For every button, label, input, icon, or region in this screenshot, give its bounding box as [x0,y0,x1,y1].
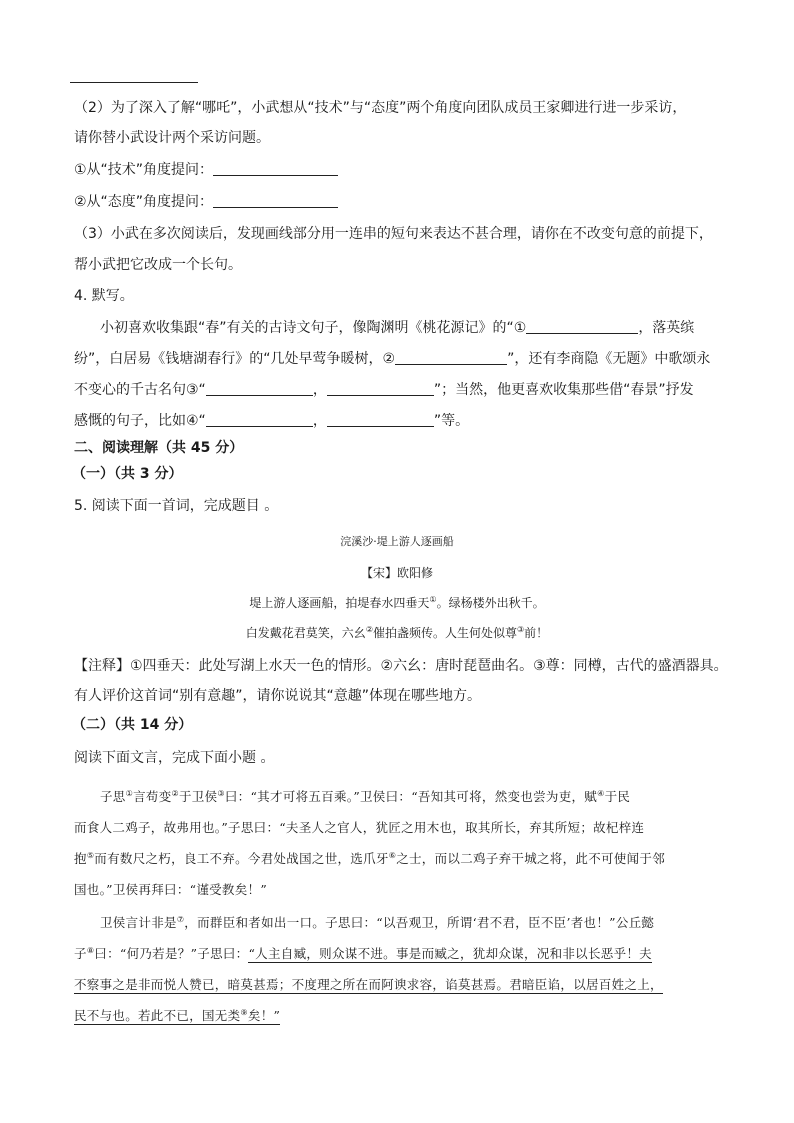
q4-line3 [74,380,694,400]
q4-text: ，落英缤 [638,320,695,336]
q4-text: ， [312,413,327,429]
poem-notes: 【注释】①四垂天：此处写湖上水天一色的情形。②六幺：唐时琵琶曲名。③尊：同樽，古代的盛酒器具。 [74,658,728,674]
passage-text: 于卫侯 [178,789,218,804]
poem-text: 。绿杨楼外出秋千。 [436,596,545,610]
passage-text: 子 [74,946,87,961]
passage-line: 国也。”卫侯再拜曰：“谨受教矣！” [74,882,268,897]
passage-text: 卫侯言计非是 [100,915,177,930]
note-marker: ⑦ [176,914,185,924]
poem-text: 堤上游人逐画船，拍堤春水四垂天 [249,596,430,610]
note-marker: ② [171,788,179,798]
note-marker: ④ [597,788,605,798]
q4-line4 [74,411,469,431]
note-marker: ① [125,788,134,798]
q4-text: ， [312,382,327,398]
q4-title: 4. 默写。 [74,288,134,304]
passage-line [74,1006,280,1026]
q4-text: 纷”，白居易《钱塘湖春行》的“几处早莺争暖树，② [74,351,396,367]
note-marker: ③ [217,788,225,798]
q4-line1 [100,318,694,338]
answer-blank[interactable] [395,350,507,365]
q4-text: ”等。 [433,413,470,429]
answer-blank[interactable] [213,161,338,176]
footnote-rule [70,82,198,83]
q2-item2-label: ②从“态度”角度提问： [74,194,214,210]
q2-line2: 请你替小武设计两个采访问题。 [74,130,270,146]
q2-item1 [74,160,338,180]
passage-line [74,849,665,869]
section-title: 二、阅读理解（共 45 分） [74,440,244,456]
passage-text: 而有数尺之朽，良工不弃。今君处战国之世，选爪牙 [94,851,389,866]
passage-text: 抱 [74,851,87,866]
answer-blank[interactable] [206,412,313,427]
poem-text: 白发戴花君莫笑，六幺 [245,626,366,640]
q3-line2: 帮小武把它改成一个长句。 [74,257,242,273]
poem-author: 【宋】欧阳修 [360,566,433,580]
poem-line [0,624,794,642]
passage-text: 矣！” [247,1008,281,1023]
q5-prompt: 有人评价这首词“别有意趣”，请你说说其“意趣”体现在哪些地方。 [74,688,482,704]
poem-title: 浣溪沙·堤上游人逐画船 [340,535,454,548]
passage-text: 曰：“其才可将五百乘。”卫侯曰：“吾知其可将，然变也尝为吏，赋 [224,789,598,804]
q4-text: 不变心的千古名句③“ [74,382,206,398]
poem-line [0,594,794,612]
answer-blank[interactable] [327,381,434,396]
passage-line [74,975,663,995]
passage-line [74,944,652,964]
part-two-intro: 阅读下面文言，完成下面小题 。 [74,750,275,766]
poem-text: 前！ [524,626,549,640]
note-marker: ③ [517,625,525,634]
answer-blank[interactable] [526,319,638,334]
note-marker: ⑧ [86,945,95,955]
answer-blank[interactable] [327,412,434,427]
part-one-title: （一）（共 3 分） [72,466,183,482]
passage-text: 之士，而以二鸡子弃干城之将，此不可使闻于邻 [396,851,665,866]
note-marker: ⑤ [86,850,95,860]
note-marker: ① [429,595,437,604]
q4-text: 小初喜欢收集跟“春”有关的古诗文句子，像陶渊明《桃花源记》的“① [100,320,527,336]
passage-text: 于民 [604,789,631,804]
q3-line1: （3）小武在多次阅读后，发现画线部分用一连串的短句来表达不甚合理，请你在不改变句意的前提下， [74,226,713,242]
passage-text: ，而群臣和者如出一口。子思曰：“以吾观卫，所谓‘君不君，臣不臣’者也！”公丘懿 [184,915,655,930]
poem-text: 催拍盏频传。人生何处似尊 [372,626,517,640]
q2-line1: （2）为了深入了解“哪吒”，小武想从“技术”与“态度”两个角度向团队成员王家卿进行进一步采访， [74,100,687,116]
passage-line [100,787,630,807]
underlined-passage [74,1008,280,1025]
answer-blank[interactable] [206,381,313,396]
q2-item2 [74,192,338,212]
note-marker: ② [365,625,373,634]
answer-blank[interactable] [213,193,338,208]
q5-title: 5. 阅读下面一首词，完成题目 。 [74,498,279,514]
passage-text: 民不与也。若此不已，国无类 [74,1008,241,1023]
part-two-title: （二）（共 14 分） [72,717,193,733]
passage-text: 子思 [100,789,126,804]
passage-text: 言苟变 [133,789,172,804]
underlined-passage: “人主自臧，则众谋不进。事是而臧之，犹却众谋，况和非以长恶乎！夫 [248,946,652,961]
q4-text: ”；当然，他更喜欢收集那些借“春景”抒发 [433,382,694,398]
q4-line2 [74,349,710,369]
q2-item1-label: ①从“技术”角度提问： [74,162,214,178]
q4-text: 感慨的句子，比如④“ [74,413,206,429]
passage-line: 而食人二鸡子，故弗用也。”子思曰：“夫圣人之官人，犹匠之用木也，取其所长，弃其所短；故杞梓连 [74,820,645,835]
passage-text: 曰：“何乃若是？”子思曰： [94,946,249,961]
note-marker: ⑥ [388,850,397,860]
underlined-passage: 不察事之是非而悦人赞已，暗莫甚焉；不度理之所在而阿谀求容，谄莫甚焉。君暗臣谄，以居百姓之上， [74,977,663,992]
note-marker: ⑨ [240,1007,248,1017]
passage-line [100,913,654,933]
q4-text: ”，还有李商隐《无题》中歌颂永 [507,351,711,367]
